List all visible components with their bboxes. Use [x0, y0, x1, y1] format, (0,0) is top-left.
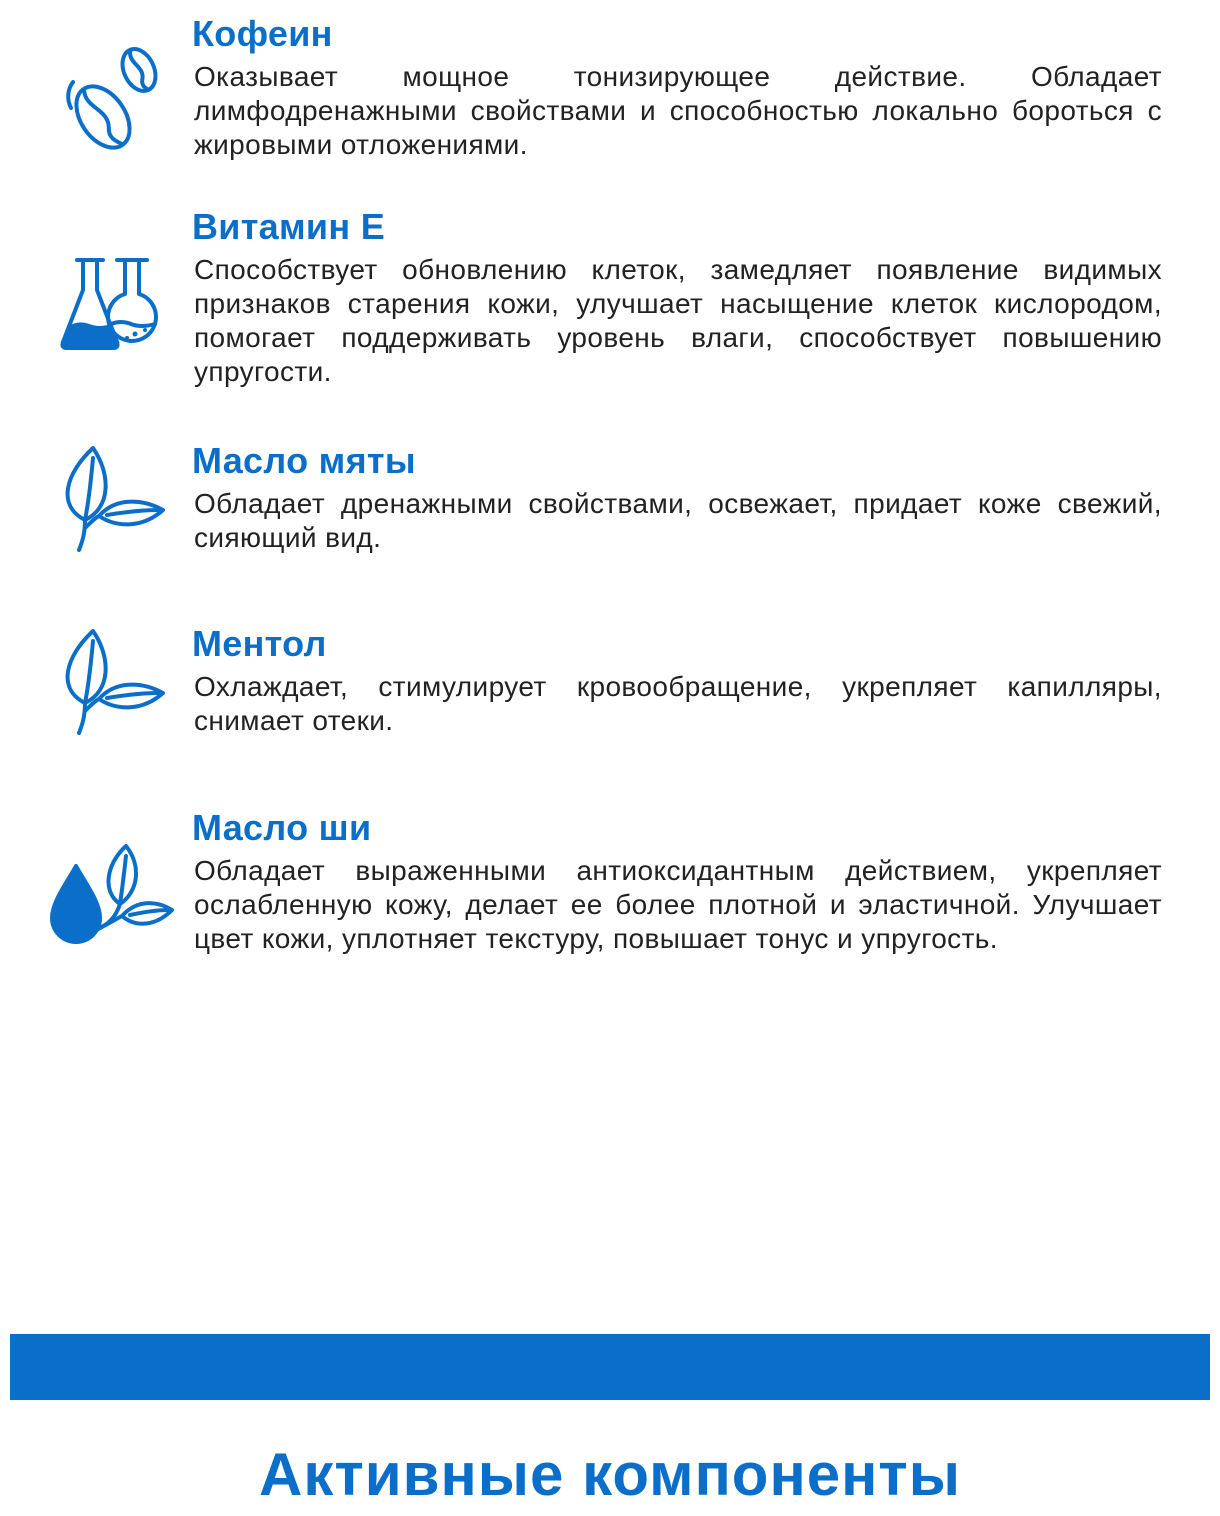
flasks-icon [55, 250, 165, 360]
ingredient-title: Масло ши [192, 807, 372, 848]
ingredient-title: Ментол [192, 623, 327, 664]
ingredient-title: Масло мяты [192, 440, 416, 481]
ingredient-description: Оказывает мощное тонизирующее действие. Обладает лимфодренажными свойствами и способностью локально бороться с жировыми отложениями. [194, 61, 1162, 160]
coffee-beans-icon [55, 42, 175, 162]
leaves-icon [55, 627, 170, 737]
ingredient-title: Кофеин [192, 13, 333, 54]
leaves-icon [55, 444, 170, 554]
oil-drop-leaves-icon [50, 844, 175, 954]
ingredient-description: Охлаждает, стимулирует кровообращение, укрепляет капилляры, снимает отеки. [194, 671, 1162, 736]
ingredient-description: Обладает выраженными антиоксидантным действием, укрепляет ослабленную кожу, делает ее более плотной и эластичной. Улучшает цвет кожи, уплотняет текстуру, повышает тонус и упругость. [194, 855, 1162, 954]
accent-band [10, 1334, 1210, 1400]
ingredient-title: Витамин Е [192, 206, 386, 247]
ingredient-description: Обладает дренажными свойствами, освежает, придает коже свежий, сияющий вид. [194, 488, 1162, 553]
page-title: Активные компоненты [259, 1441, 961, 1508]
ingredient-description: Способствует обновлению клеток, замедляет появление видимых признаков старения кожи, улучшает насыщение клеток кислородом, помогает поддерживать уровень влаги, способствует повышению упругости. [194, 254, 1162, 387]
